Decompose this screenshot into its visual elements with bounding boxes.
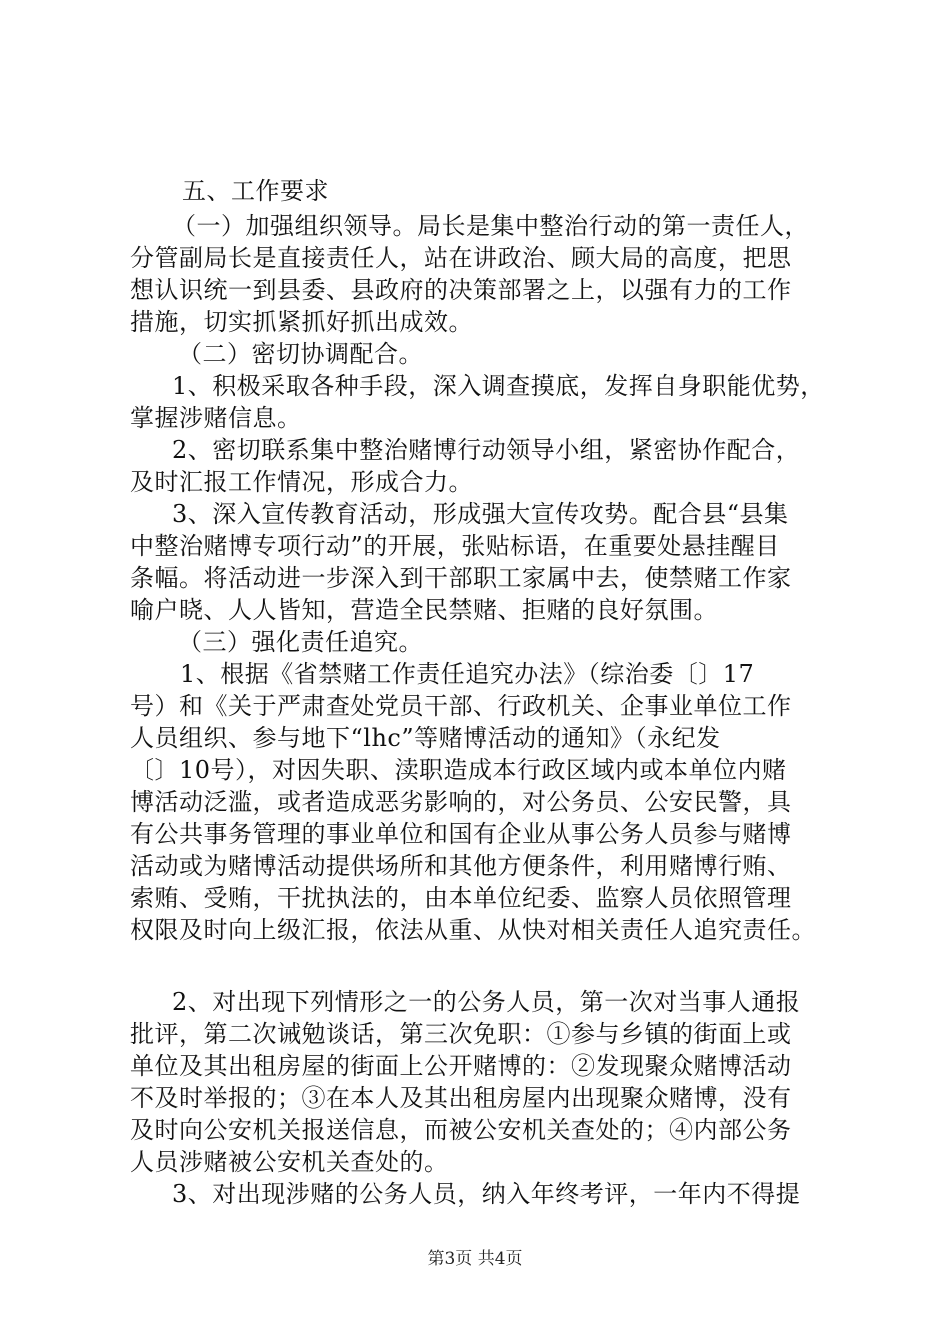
paragraph-line: 2、密切联系集中整治赌博行动领导小组，紧密协作配合， bbox=[172, 436, 801, 464]
paragraph-line: 3、对出现涉赌的公务人员，纳入年终考评，一年内不得提 bbox=[172, 1180, 801, 1208]
paragraph-line: 权限及时向上级汇报，依法从重、从快对相关责任人追究责任。 bbox=[130, 916, 816, 944]
paragraph-line: 中整治赌博专项行动”的开展，张贴标语，在重要处悬挂醒目 bbox=[130, 532, 780, 560]
paragraph-line: 1、积极采取各种手段，深入调查摸底，发挥自身职能优势， bbox=[172, 372, 825, 400]
section-heading: 五、工作要求 bbox=[182, 177, 329, 205]
paragraph-line: 批评，第二次诫勉谈话，第三次免职：①参与乡镇的街面上或 bbox=[130, 1020, 792, 1048]
paragraph-line: 单位及其出租房屋的街面上公开赌博的：②发现聚众赌博活动 bbox=[130, 1052, 792, 1080]
paragraph-line: 3、深入宣传教育活动，形成强大宣传攻势。配合县“县集 bbox=[172, 500, 789, 528]
paragraph-line: 索贿、受贿，干扰执法的，由本单位纪委、监察人员依照管理 bbox=[130, 884, 792, 912]
subsection-heading-2: （二）密切协调配合。 bbox=[178, 340, 423, 368]
paragraph-line: 及时向公安机关报送信息，而被公安机关查处的；④内部公务 bbox=[130, 1116, 792, 1144]
paragraph-line: 活动或为赌博活动提供场所和其他方便条件，利用赌博行贿、 bbox=[130, 852, 792, 880]
paragraph-line: 掌握涉赌信息。 bbox=[130, 404, 302, 432]
paragraph-line: 2、对出现下列情形之一的公务人员，第一次对当事人通报 bbox=[172, 988, 801, 1016]
paragraph-line: 喻户晓、人人皆知，营造全民禁赌、拒赌的良好氛围。 bbox=[130, 596, 718, 624]
paragraph-line: 人员涉赌被公安机关查处的。 bbox=[130, 1148, 449, 1176]
paragraph-line: 分管副局长是直接责任人，站在讲政治、顾大局的高度，把思 bbox=[130, 244, 792, 272]
paragraph-line: 条幅。将活动进一步深入到干部职工家属中去，使禁赌工作家 bbox=[130, 564, 792, 592]
paragraph-line: 博活动泛滥，或者造成恶劣影响的，对公务员、公安民警，具 bbox=[130, 788, 792, 816]
paragraph-line: 措施，切实抓紧抓好抓出成效。 bbox=[130, 308, 473, 336]
paragraph-line: 1、根据《省禁赌工作责任追究办法》（综治委〔〕17 bbox=[180, 660, 755, 688]
page-number-footer: 第3页 共4页 bbox=[427, 1249, 523, 1269]
paragraph-line: 〔〕10号），对因失职、渎职造成本行政区域内或本单位内赌 bbox=[130, 756, 787, 784]
paragraph-line: 有公共事务管理的事业单位和国有企业从事公务人员参与赌博 bbox=[130, 820, 792, 848]
paragraph-line: 号）和《关于严肃查处党员干部、行政机关、企事业单位工作 bbox=[130, 692, 792, 720]
subsection-heading-1: （一）加强组织领导。局长是集中整治行动的第一责任人， bbox=[172, 212, 809, 240]
paragraph-line: 想认识统一到县委、县政府的决策部署之上，以强有力的工作 bbox=[130, 276, 792, 304]
paragraph-line: 人员组织、参与地下“lhc”等赌博活动的通知》（永纪发 bbox=[130, 724, 721, 752]
paragraph-line: 不及时举报的；③在本人及其出租房屋内出现聚众赌博，没有 bbox=[130, 1084, 792, 1112]
subsection-heading-3: （三）强化责任追究。 bbox=[178, 628, 423, 656]
paragraph-line: 及时汇报工作情况，形成合力。 bbox=[130, 468, 473, 496]
